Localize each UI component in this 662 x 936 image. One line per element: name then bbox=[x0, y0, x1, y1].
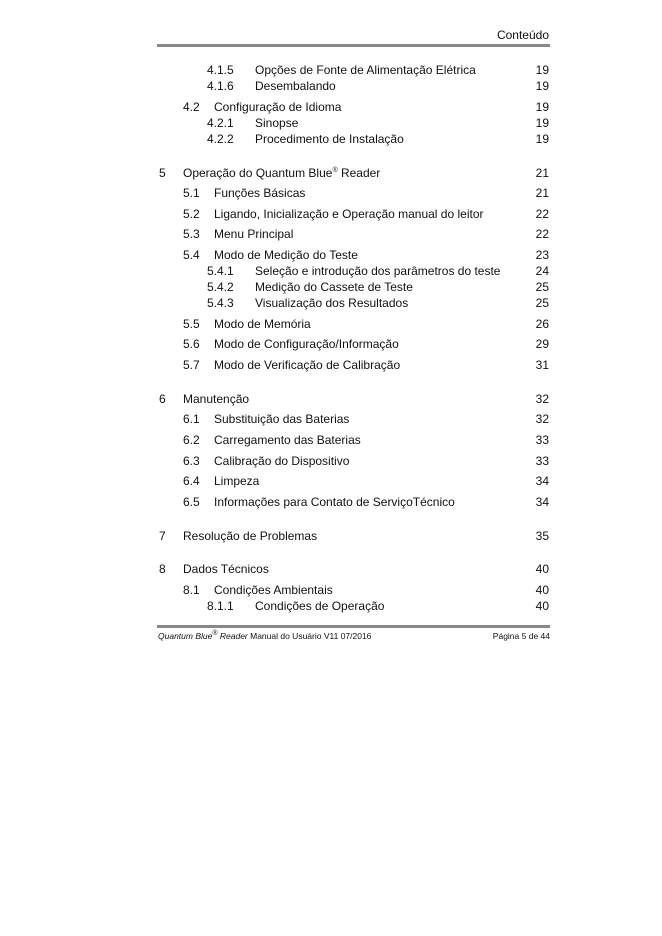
toc-page: 19 bbox=[535, 63, 549, 77]
footer-rule bbox=[157, 625, 550, 628]
toc-number: 5.4.1 bbox=[207, 264, 234, 278]
toc-number: 4.2.2 bbox=[207, 132, 234, 146]
toc-title: Sinopse bbox=[255, 116, 299, 130]
toc-number: 7 bbox=[159, 529, 166, 543]
toc-page: 29 bbox=[535, 337, 549, 351]
toc-entry[interactable] bbox=[0, 316, 662, 332]
toc-page: 32 bbox=[535, 392, 549, 406]
toc-title: Substituição das Baterias bbox=[214, 412, 350, 426]
toc-title-main: Operação do Quantum Blue bbox=[183, 166, 333, 180]
toc-title: Resolução de Problemas bbox=[183, 529, 318, 543]
toc-entry[interactable] bbox=[0, 391, 662, 407]
toc-number: 5.3 bbox=[183, 227, 200, 241]
toc-page: 34 bbox=[535, 474, 549, 488]
toc-title: Visualização dos Resultados bbox=[255, 296, 409, 310]
toc-number: 5.1 bbox=[183, 186, 200, 200]
toc-entry[interactable] bbox=[0, 336, 662, 352]
toc-number: 5.4.2 bbox=[207, 280, 234, 294]
toc-number: 8 bbox=[159, 562, 166, 576]
toc-entry[interactable] bbox=[0, 62, 662, 78]
toc-title: Menu Principal bbox=[214, 227, 294, 241]
toc-title: Modo de Verificação de Calibração bbox=[214, 358, 401, 372]
toc-number: 6.5 bbox=[183, 495, 200, 509]
toc-entry[interactable] bbox=[0, 582, 662, 598]
toc-entry[interactable] bbox=[0, 206, 662, 222]
toc-entry[interactable] bbox=[0, 185, 662, 201]
toc-entry[interactable] bbox=[0, 598, 662, 614]
toc-entry[interactable] bbox=[0, 473, 662, 489]
footer-page-info: Página 5 de 44 bbox=[492, 631, 550, 641]
toc-page: 21 bbox=[535, 186, 549, 200]
toc-number: 5.5 bbox=[183, 317, 200, 331]
toc-title: Medição do Cassete de Teste bbox=[255, 280, 413, 294]
toc-page: 34 bbox=[535, 495, 549, 509]
footer-manual-text: Manual do Usuário V11 07/2016 bbox=[247, 631, 372, 641]
toc-page: 25 bbox=[535, 280, 549, 294]
toc-title: Desembalando bbox=[255, 79, 336, 93]
toc-page: 19 bbox=[535, 79, 549, 93]
toc-number: 4.1.5 bbox=[207, 63, 234, 77]
toc-page: 32 bbox=[535, 412, 549, 426]
toc-entry[interactable] bbox=[0, 295, 662, 311]
toc-number: 8.1.1 bbox=[207, 599, 234, 613]
toc-entry[interactable] bbox=[0, 411, 662, 427]
toc-title: Calibração do Dispositivo bbox=[214, 454, 350, 468]
toc-entry[interactable] bbox=[0, 78, 662, 94]
toc-entry[interactable] bbox=[0, 453, 662, 469]
toc-page: 19 bbox=[535, 132, 549, 146]
toc-entry[interactable] bbox=[0, 494, 662, 510]
toc-number: 6 bbox=[159, 392, 166, 406]
registered-mark: ® bbox=[332, 167, 338, 174]
toc-number: 6.4 bbox=[183, 474, 200, 488]
toc-title-suffix: Reader bbox=[337, 166, 381, 180]
toc-title: Modo de Memória bbox=[214, 317, 311, 331]
toc-page: 40 bbox=[535, 583, 549, 597]
toc-number: 5.6 bbox=[183, 337, 200, 351]
toc-page: 35 bbox=[535, 529, 549, 543]
toc-title: Funções Básicas bbox=[214, 186, 306, 200]
footer-product-name: Quantum Blue bbox=[158, 631, 213, 641]
footer-product-suffix: Reader bbox=[217, 631, 248, 641]
toc-entry[interactable] bbox=[0, 279, 662, 295]
toc-entry[interactable] bbox=[0, 263, 662, 279]
toc-entry[interactable] bbox=[0, 432, 662, 448]
toc-page: 25 bbox=[535, 296, 549, 310]
toc-title: Condições de Operação bbox=[255, 599, 385, 613]
toc-number: 6.2 bbox=[183, 433, 200, 447]
toc-title: Dados Técnicos bbox=[183, 562, 269, 576]
toc-title: Seleção e introdução dos parâmetros do teste bbox=[255, 264, 501, 278]
toc-title: Carregamento das Baterias bbox=[214, 433, 361, 447]
toc-number: 6.1 bbox=[183, 412, 200, 426]
toc-page: 21 bbox=[535, 166, 549, 180]
toc-number: 4.2 bbox=[183, 100, 200, 114]
registered-mark: ® bbox=[212, 630, 218, 638]
toc-number: 8.1 bbox=[183, 583, 200, 597]
toc-number: 4.2.1 bbox=[207, 116, 234, 130]
toc-number: 5.2 bbox=[183, 207, 200, 221]
toc-page: 22 bbox=[535, 227, 549, 241]
toc-title: Opções de Fonte de Alimentação Elétrica bbox=[255, 63, 476, 77]
toc-entry[interactable] bbox=[0, 528, 662, 544]
toc-title: Modo de Configuração/Informação bbox=[214, 337, 399, 351]
toc-entry[interactable] bbox=[0, 131, 662, 147]
toc-number: 5.7 bbox=[183, 358, 200, 372]
toc-number: 5.4 bbox=[183, 248, 200, 262]
toc-page: 19 bbox=[535, 116, 549, 130]
toc-page: 40 bbox=[535, 599, 549, 613]
toc-page: 24 bbox=[535, 264, 549, 278]
toc-number: 5 bbox=[159, 166, 166, 180]
toc-title bbox=[183, 165, 380, 181]
page-header-title: Conteúdo bbox=[496, 28, 549, 42]
toc-number: 5.4.3 bbox=[207, 296, 234, 310]
toc-title: Condições Ambientais bbox=[214, 583, 333, 597]
toc-page: 26 bbox=[535, 317, 549, 331]
footer-manual-info bbox=[158, 630, 371, 642]
toc-entry[interactable] bbox=[0, 226, 662, 242]
toc-number: 6.3 bbox=[183, 454, 200, 468]
toc-title: Procedimento de Instalação bbox=[255, 132, 404, 146]
toc-page: 22 bbox=[535, 207, 549, 221]
toc-title: Configuração de Idioma bbox=[214, 100, 342, 114]
toc-page: 31 bbox=[535, 358, 549, 372]
toc-page: 40 bbox=[535, 562, 549, 576]
toc-title: Informações para Contato de ServiçoTécnico bbox=[214, 495, 455, 509]
toc-entry[interactable] bbox=[0, 561, 662, 577]
toc-page: 33 bbox=[535, 454, 549, 468]
toc-page: 23 bbox=[535, 248, 549, 262]
toc-number: 4.1.6 bbox=[207, 79, 234, 93]
toc-page: 33 bbox=[535, 433, 549, 447]
toc-page: 19 bbox=[535, 100, 549, 114]
toc-entry[interactable] bbox=[0, 357, 662, 373]
toc-title: Modo de Medição do Teste bbox=[214, 248, 358, 262]
toc-title: Ligando, Inicialização e Operação manual do leitor bbox=[214, 207, 484, 221]
toc-entry[interactable] bbox=[0, 165, 662, 181]
toc-entry[interactable] bbox=[0, 115, 662, 131]
toc-title: Manutenção bbox=[183, 392, 250, 406]
header-rule bbox=[157, 44, 550, 47]
toc-title: Limpeza bbox=[214, 474, 260, 488]
toc-entry[interactable] bbox=[0, 247, 662, 263]
toc-entry[interactable] bbox=[0, 99, 662, 115]
